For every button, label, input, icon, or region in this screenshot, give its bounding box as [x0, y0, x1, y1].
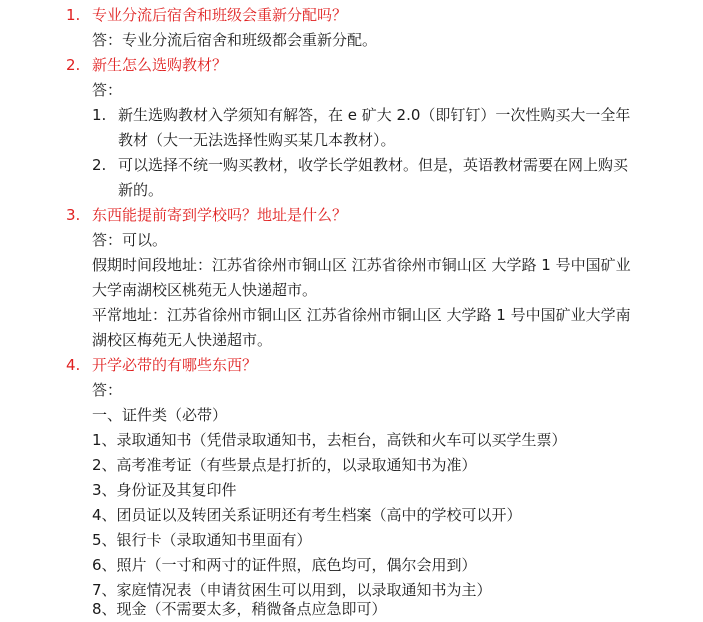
normal-address: 平常地址：江苏省徐州市铜山区 江苏省徐州市铜山区 大学路 1 号中国矿业大学南	[92, 306, 631, 324]
list-item: 1、录取通知书（凭借录取通知书，去柜台，高铁和火车可以买学生票）	[92, 431, 567, 449]
list-item: 4、团员证以及转团关系证明还有考生档案（高中的学校可以开）	[92, 506, 522, 524]
answer-1: 答：专业分流后宿舍和班级都会重新分配。	[92, 31, 378, 49]
question-text: 专业分流后宿舍和班级会重新分配吗？	[92, 6, 348, 24]
list-number: 1.	[92, 106, 107, 124]
question-number: 1.	[66, 6, 81, 24]
answer-4: 答：	[92, 381, 123, 399]
list-text: 新生选购教材入学须知有解答，在 e 矿大 2.0（即钉钉）一次性购买大一全年	[118, 106, 631, 124]
answer-3: 答：可以。	[92, 231, 168, 249]
list-item: 5、银行卡（录取通知书里面有）	[92, 531, 312, 549]
holiday-address: 假期时间段地址：江苏省徐州市铜山区 江苏省徐州市铜山区 大学路 1 号中国矿业	[92, 256, 631, 274]
question-text: 东西能提前寄到学校吗？地址是什么？	[92, 206, 348, 224]
question-number: 2.	[66, 56, 81, 74]
list-item: 6、照片（一寸和两寸的证件照，底色均可，偶尔会用到）	[92, 556, 477, 574]
list-number: 2.	[92, 156, 107, 174]
list-text: 可以选择不统一购买教材，收学长学姐教材。但是，英语教材需要在网上购买	[118, 156, 629, 174]
question-3	[66, 203, 347, 227]
list-item: 8、现金（不需要太多，稍微备点应急即可）	[92, 600, 387, 618]
question-4	[66, 353, 257, 377]
answer-2-item-2-cont: 新的。	[118, 181, 164, 199]
list-item: 7、家庭情况表（申请贫困生可以用到，以录取通知书为主）	[92, 581, 492, 599]
normal-address-cont: 湖校区梅苑无人快递超市。	[92, 331, 273, 349]
question-text: 开学必带的有哪些东西？	[92, 356, 258, 374]
answer-2: 答：	[92, 81, 123, 99]
list-item: 3、身份证及其复印件	[92, 481, 237, 499]
holiday-address-cont: 大学南湖校区桃苑无人快递超市。	[92, 281, 318, 299]
answer-2-item-1-cont: 教材（大一无法选择性购买某几本教材）。	[118, 131, 396, 149]
answer-2-item-2	[92, 153, 628, 177]
question-text: 新生怎么选购教材？	[92, 56, 228, 74]
question-number: 4.	[66, 356, 81, 374]
list-item: 2、高考准考证（有些景点是打折的，以录取通知书为准）	[92, 456, 477, 474]
category-heading: 一、证件类（必带）	[92, 406, 228, 424]
answer-2-item-1	[92, 103, 630, 127]
question-2	[66, 53, 227, 77]
question-1	[66, 3, 347, 27]
question-number: 3.	[66, 206, 81, 224]
